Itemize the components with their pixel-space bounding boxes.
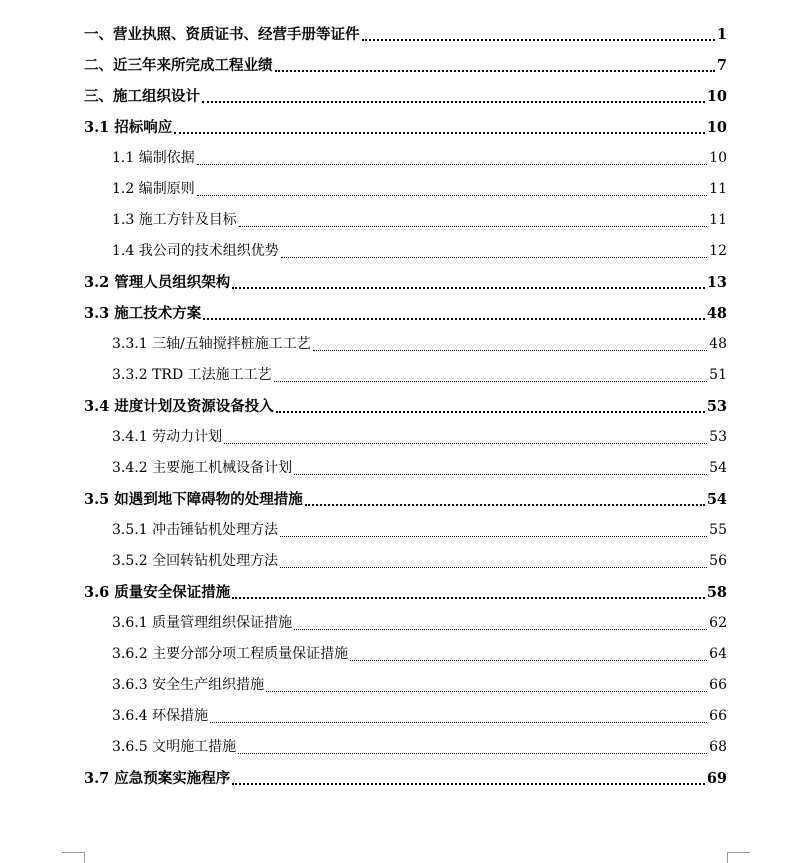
toc-entry[interactable]: [84, 174, 727, 205]
toc-dot-leader: [239, 225, 707, 227]
toc-entry-title: 3.4.1 劳动力计划: [112, 429, 223, 445]
toc-dot-leader: [174, 131, 705, 134]
toc-entry-title: 1.1 编制依据: [112, 150, 195, 166]
toc-entry[interactable]: [84, 546, 727, 577]
toc-entry-title: 3.2 管理人员组织架构: [84, 274, 231, 291]
toc-entry-title: 二、近三年来所完成工程业绩: [84, 57, 273, 74]
toc-entry[interactable]: [84, 608, 727, 639]
toc-entry[interactable]: [84, 50, 727, 81]
toc-entry-page: 11: [709, 181, 727, 197]
toc-entry-page: 53: [709, 429, 727, 445]
toc-entry-title: 3.3 施工技术方案: [84, 305, 202, 322]
toc-dot-leader: [232, 286, 705, 289]
toc-entry[interactable]: [84, 81, 727, 112]
toc-entry[interactable]: [84, 205, 727, 236]
toc-entry[interactable]: [84, 639, 727, 670]
toc-entry-title: 3.6.2 主要分部分项工程质量保证措施: [112, 646, 349, 662]
toc-entry-title: 3.5 如遇到地下障碍物的处理措施: [84, 491, 303, 508]
toc-entry[interactable]: [84, 360, 727, 391]
toc-entry-title: 3.4 进度计划及资源设备投入: [84, 398, 274, 415]
toc-entry-page: 7: [716, 57, 727, 74]
toc-entry[interactable]: [84, 453, 727, 484]
toc-entry[interactable]: [84, 701, 727, 732]
toc-dot-leader: [238, 752, 707, 754]
toc-entry[interactable]: [84, 267, 727, 298]
toc-dot-leader: [203, 317, 705, 320]
toc-entry-title: 3.6.5 文明施工措施: [112, 739, 237, 755]
toc-entry-title: 3.6 质量安全保证措施: [84, 584, 231, 601]
toc-dot-leader: [280, 566, 707, 568]
toc-entry-page: 48: [706, 305, 727, 322]
toc-dot-leader: [294, 473, 707, 475]
toc-entry-page: 10: [706, 88, 727, 105]
toc-entry-page: 68: [709, 739, 727, 755]
toc-entry-page: 10: [709, 150, 727, 166]
toc-entry[interactable]: [84, 298, 727, 329]
toc-dot-leader: [275, 69, 715, 72]
toc-entry-title: 三、施工组织设计: [84, 88, 200, 105]
toc-dot-leader: [305, 503, 705, 506]
toc-entry[interactable]: [84, 670, 727, 701]
toc-entry[interactable]: [84, 763, 727, 794]
toc-entry-page: 54: [706, 491, 727, 508]
toc-dot-leader: [281, 256, 707, 258]
toc-dot-leader: [232, 782, 705, 785]
toc-entry-title: 1.3 施工方针及目标: [112, 212, 237, 228]
toc-entry-page: 58: [706, 584, 727, 601]
toc-entry-page: 62: [709, 615, 727, 631]
toc-entry-page: 11: [709, 212, 727, 228]
toc-entry[interactable]: [84, 19, 727, 50]
toc-entry[interactable]: [84, 484, 727, 515]
toc-entry-title: 3.3.1 三轴/五轴搅拌桩施工工艺: [112, 336, 311, 352]
toc-dot-leader: [266, 690, 707, 692]
toc-dot-leader: [280, 535, 707, 537]
toc-entry-page: 48: [709, 336, 727, 352]
toc-dot-leader: [274, 380, 708, 382]
toc-dot-leader: [276, 410, 705, 413]
toc-entry-title: 3.7 应急预案实施程序: [84, 770, 231, 787]
toc-dot-leader: [197, 163, 707, 165]
toc-entry-page: 13: [706, 274, 727, 291]
table-of-contents: [84, 19, 727, 794]
toc-entry-title: 3.6.4 环保措施: [112, 708, 209, 724]
toc-entry-page: 12: [709, 243, 727, 259]
toc-entry[interactable]: [84, 391, 727, 422]
toc-entry-page: 55: [709, 522, 727, 538]
toc-dot-leader: [224, 442, 707, 444]
toc-dot-leader: [210, 721, 707, 723]
toc-entry-title: 3.1 招标响应: [84, 119, 173, 136]
toc-dot-leader: [350, 659, 707, 661]
toc-dot-leader: [362, 38, 715, 41]
toc-dot-leader: [313, 349, 707, 351]
toc-dot-leader: [232, 596, 705, 599]
toc-entry[interactable]: [84, 422, 727, 453]
toc-entry-page: 56: [709, 553, 727, 569]
toc-entry[interactable]: [84, 236, 727, 267]
toc-dot-leader: [294, 628, 707, 630]
toc-entry-page: 64: [709, 646, 727, 662]
toc-entry-title: 3.5.2 全回转钻机处理方法: [112, 553, 279, 569]
toc-entry-page: 51: [709, 367, 727, 383]
toc-entry-page: 66: [709, 677, 727, 693]
toc-entry-title: 3.6.1 质量管理组织保证措施: [112, 615, 293, 631]
toc-entry[interactable]: [84, 515, 727, 546]
toc-dot-leader: [202, 100, 705, 103]
toc-entry-title: 3.4.2 主要施工机械设备计划: [112, 460, 293, 476]
toc-entry-page: 53: [706, 398, 727, 415]
toc-entry-page: 69: [706, 770, 727, 787]
toc-entry-title: 1.2 编制原则: [112, 181, 195, 197]
toc-entry-title: 1.4 我公司的技术组织优势: [112, 243, 279, 259]
toc-entry-title: 3.6.3 安全生产组织措施: [112, 677, 265, 693]
toc-entry-title: 3.3.2 TRD 工法施工工艺: [112, 367, 272, 383]
toc-entry-page: 66: [709, 708, 727, 724]
toc-entry-title: 3.5.1 冲击锤钻机处理方法: [112, 522, 279, 538]
toc-entry-title: 一、营业执照、资质证书、经营手册等证件: [84, 26, 360, 43]
toc-entry[interactable]: [84, 112, 727, 143]
toc-entry-page: 54: [709, 460, 727, 476]
toc-entry[interactable]: [84, 732, 727, 763]
toc-entry-page: 10: [706, 119, 727, 136]
toc-entry[interactable]: [84, 143, 727, 174]
toc-entry[interactable]: [84, 577, 727, 608]
toc-entry[interactable]: [84, 329, 727, 360]
toc-entry-page: 1: [716, 26, 727, 43]
toc-dot-leader: [197, 194, 707, 196]
